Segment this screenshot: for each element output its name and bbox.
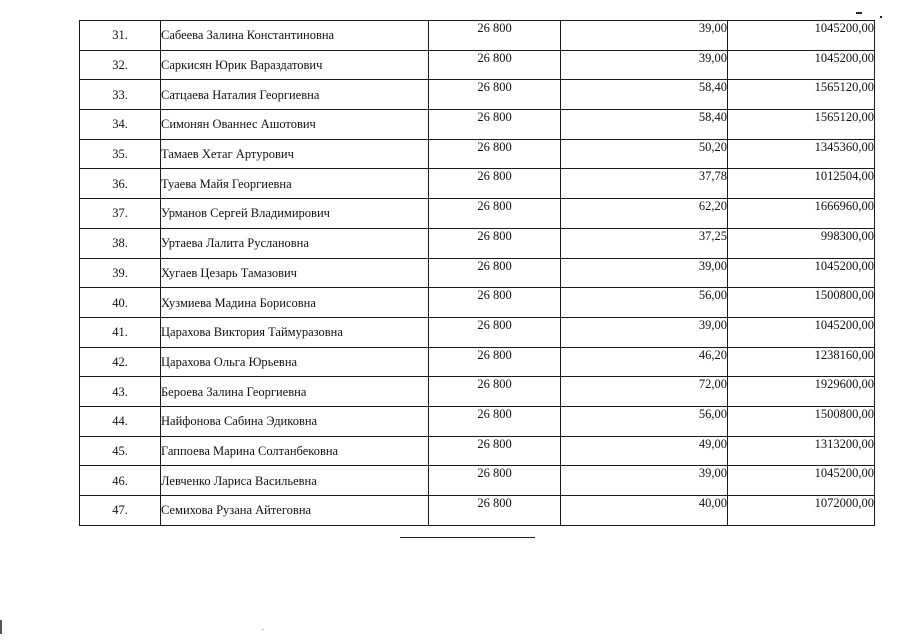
area-value: 56,00 (561, 288, 728, 318)
rate-per-sqm: 26 800 (429, 139, 561, 169)
total-amount: 1565120,00 (728, 110, 875, 140)
rate-per-sqm: 26 800 (429, 110, 561, 140)
row-number: 36. (80, 169, 161, 199)
row-number: 32. (80, 50, 161, 80)
row-number: 38. (80, 228, 161, 258)
row-number: 47. (80, 496, 161, 526)
area-value: 58,40 (561, 110, 728, 140)
rate-per-sqm: 26 800 (429, 347, 561, 377)
row-number: 43. (80, 377, 161, 407)
total-amount: 1345360,00 (728, 139, 875, 169)
area-value: 39,00 (561, 466, 728, 496)
person-name: Левченко Лариса Васильевна (161, 466, 429, 496)
row-number: 44. (80, 406, 161, 436)
person-name: Сатцаева Наталия Георгиевна (161, 80, 429, 110)
table-row (80, 436, 875, 466)
person-name: Хугаев Цезарь Тамазович (161, 258, 429, 288)
scan-artifact-edge (0, 620, 2, 634)
area-value: 37,25 (561, 228, 728, 258)
rate-per-sqm: 26 800 (429, 317, 561, 347)
person-name: Хузмиева Мадина Борисовна (161, 288, 429, 318)
row-number: 45. (80, 436, 161, 466)
rate-per-sqm: 26 800 (429, 466, 561, 496)
rate-per-sqm: 26 800 (429, 169, 561, 199)
table-row (80, 496, 875, 526)
person-name: Найфонова Сабина Эдиковна (161, 406, 429, 436)
table-row (80, 288, 875, 318)
row-number: 42. (80, 347, 161, 377)
table-row (80, 199, 875, 229)
area-value: 39,00 (561, 258, 728, 288)
person-name: Туаева Майя Георгиевна (161, 169, 429, 199)
person-name: Саркисян Юрик Вараздатович (161, 50, 429, 80)
person-name: Царахова Ольга Юрьевна (161, 347, 429, 377)
person-name: Тамаев Хетаг Артурович (161, 139, 429, 169)
person-name: Бероева Залина Георгиевна (161, 377, 429, 407)
total-amount: 1238160,00 (728, 347, 875, 377)
rate-per-sqm: 26 800 (429, 377, 561, 407)
total-amount: 1012504,00 (728, 169, 875, 199)
table-row (80, 406, 875, 436)
row-number: 33. (80, 80, 161, 110)
table-row (80, 317, 875, 347)
person-name: Урманов Сергей Владимирович (161, 199, 429, 229)
total-amount: 1045200,00 (728, 21, 875, 51)
scan-artifact-dot (880, 16, 882, 18)
table-row (80, 50, 875, 80)
rate-per-sqm: 26 800 (429, 21, 561, 51)
area-value: 50,20 (561, 139, 728, 169)
scan-artifact-speck (262, 629, 264, 630)
area-value: 39,00 (561, 50, 728, 80)
table-row (80, 80, 875, 110)
area-value: 72,00 (561, 377, 728, 407)
rate-per-sqm: 26 800 (429, 406, 561, 436)
total-amount: 998300,00 (728, 228, 875, 258)
table-row (80, 377, 875, 407)
rate-per-sqm: 26 800 (429, 496, 561, 526)
row-number: 35. (80, 139, 161, 169)
residents-table (79, 20, 875, 526)
person-name: Симонян Ованнес Ашотович (161, 110, 429, 140)
row-number: 31. (80, 21, 161, 51)
area-value: 56,00 (561, 406, 728, 436)
table-row (80, 347, 875, 377)
rate-per-sqm: 26 800 (429, 80, 561, 110)
table-row (80, 110, 875, 140)
rate-per-sqm: 26 800 (429, 199, 561, 229)
rate-per-sqm: 26 800 (429, 288, 561, 318)
person-name: Уртаева Лалита Руслановна (161, 228, 429, 258)
total-amount: 1929600,00 (728, 377, 875, 407)
total-amount: 1072000,00 (728, 496, 875, 526)
row-number: 41. (80, 317, 161, 347)
table-row (80, 258, 875, 288)
total-amount: 1045200,00 (728, 317, 875, 347)
area-value: 37,78 (561, 169, 728, 199)
row-number: 40. (80, 288, 161, 318)
row-number: 34. (80, 110, 161, 140)
rate-per-sqm: 26 800 (429, 228, 561, 258)
person-name: Сабеева Залина Константиновна (161, 21, 429, 51)
area-value: 39,00 (561, 21, 728, 51)
table-body (80, 21, 875, 526)
total-amount: 1500800,00 (728, 406, 875, 436)
rate-per-sqm: 26 800 (429, 436, 561, 466)
area-value: 62,20 (561, 199, 728, 229)
area-value: 49,00 (561, 436, 728, 466)
rate-per-sqm: 26 800 (429, 258, 561, 288)
row-number: 39. (80, 258, 161, 288)
row-number: 46. (80, 466, 161, 496)
person-name: Царахова Виктория Таймуразовна (161, 317, 429, 347)
total-amount: 1045200,00 (728, 466, 875, 496)
rate-per-sqm: 26 800 (429, 50, 561, 80)
total-amount: 1666960,00 (728, 199, 875, 229)
person-name: Семихова Рузана Айтеговна (161, 496, 429, 526)
total-amount: 1045200,00 (728, 258, 875, 288)
end-of-table-rule (400, 537, 535, 538)
area-value: 46,20 (561, 347, 728, 377)
table-row (80, 139, 875, 169)
total-amount: 1313200,00 (728, 436, 875, 466)
table-row (80, 169, 875, 199)
area-value: 40,00 (561, 496, 728, 526)
table-row (80, 21, 875, 51)
scan-artifact-mark (856, 12, 862, 14)
person-name: Гаппоева Марина Солтанбековна (161, 436, 429, 466)
area-value: 39,00 (561, 317, 728, 347)
total-amount: 1565120,00 (728, 80, 875, 110)
total-amount: 1500800,00 (728, 288, 875, 318)
row-number: 37. (80, 199, 161, 229)
table-row (80, 228, 875, 258)
total-amount: 1045200,00 (728, 50, 875, 80)
table-row (80, 466, 875, 496)
area-value: 58,40 (561, 80, 728, 110)
